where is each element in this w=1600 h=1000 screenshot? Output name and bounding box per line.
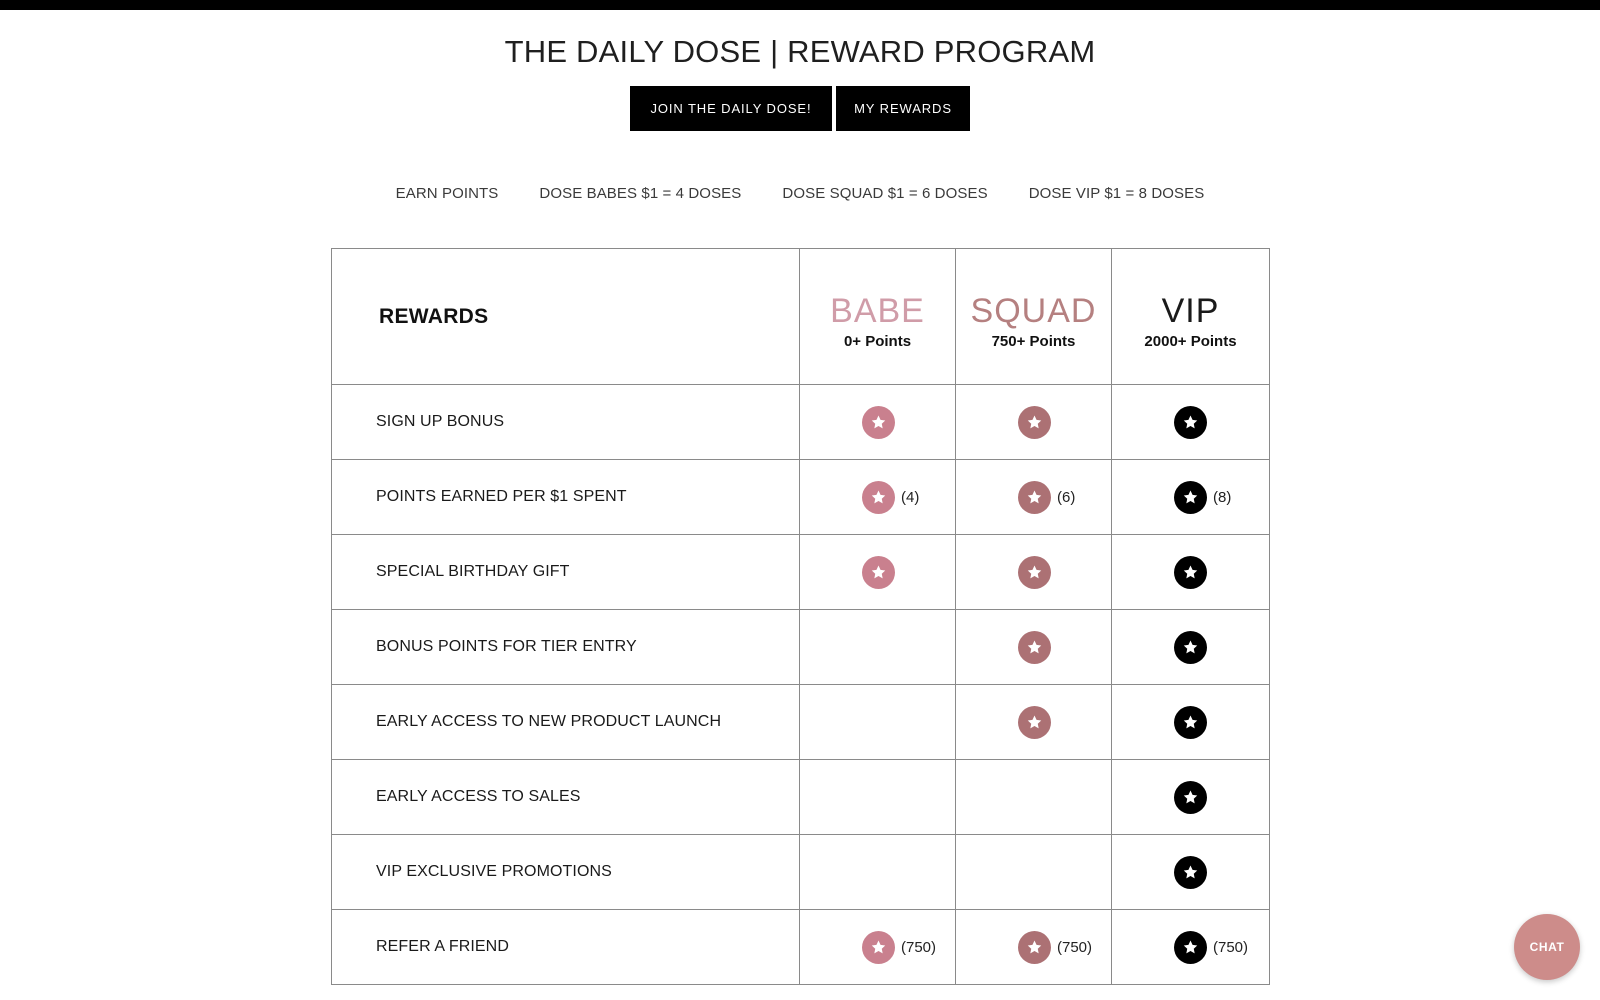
star-icon — [1018, 406, 1051, 439]
star-icon — [1174, 556, 1207, 589]
tier-points: 0+ Points — [843, 333, 912, 350]
tier-name: VIP — [1161, 292, 1220, 330]
star-icon — [862, 556, 895, 589]
tier-nav-dose-squad[interactable]: DOSE SQUAD $1 = 6 DOSES — [782, 185, 988, 202]
table-row — [332, 760, 1270, 835]
reward-label: SIGN UP BONUS — [332, 385, 800, 460]
tier-cell-babe — [800, 385, 956, 460]
tier-cell-vip — [1112, 685, 1270, 760]
tier-mark — [862, 481, 955, 514]
tier-cell-squad — [956, 610, 1112, 685]
tier-cell-squad — [956, 460, 1112, 535]
reward-label: EARLY ACCESS TO SALES — [332, 760, 800, 835]
tier-mark — [1018, 556, 1111, 589]
star-icon — [1174, 856, 1207, 889]
tier-nav — [0, 185, 1600, 202]
tier-cell-squad — [956, 685, 1112, 760]
table-row — [332, 835, 1270, 910]
tier-mark — [862, 931, 955, 964]
tier-header-squad — [956, 249, 1112, 385]
table-row — [332, 685, 1270, 760]
mark-value: (750) — [1213, 938, 1249, 956]
table-row — [332, 460, 1270, 535]
tier-cell-vip — [1112, 910, 1270, 985]
tier-cell-vip — [1112, 835, 1270, 910]
rewards-table — [331, 248, 1270, 985]
tier-mark — [1018, 481, 1111, 514]
table-row — [332, 385, 1270, 460]
tier-mark — [862, 556, 955, 589]
tier-cell-squad — [956, 835, 1112, 910]
tier-mark — [1174, 706, 1269, 739]
tier-mark — [1174, 856, 1269, 889]
tier-cell-babe — [800, 760, 956, 835]
reward-label: REFER A FRIEND — [332, 910, 800, 985]
tier-cell-vip — [1112, 385, 1270, 460]
tier-mark — [1174, 781, 1269, 814]
reward-label: VIP EXCLUSIVE PROMOTIONS — [332, 835, 800, 910]
tier-cell-babe — [800, 835, 956, 910]
star-icon — [1174, 406, 1207, 439]
tier-cell-squad — [956, 385, 1112, 460]
tier-cell-squad — [956, 535, 1112, 610]
reward-label: POINTS EARNED PER $1 SPENT — [332, 460, 800, 535]
my-rewards-button[interactable]: MY REWARDS — [836, 86, 970, 131]
tier-cell-babe — [800, 460, 956, 535]
star-icon — [862, 481, 895, 514]
table-row — [332, 610, 1270, 685]
star-icon — [1174, 631, 1207, 664]
page-title: THE DAILY DOSE | REWARD PROGRAM — [504, 34, 1096, 69]
star-icon — [1018, 481, 1051, 514]
mark-value: (4) — [901, 488, 920, 506]
tier-header-babe — [800, 249, 956, 385]
tier-cell-vip — [1112, 760, 1270, 835]
tier-nav-earn-points[interactable]: EARN POINTS — [395, 185, 499, 202]
reward-label: EARLY ACCESS TO NEW PRODUCT LAUNCH — [332, 685, 800, 760]
table-row — [332, 910, 1270, 985]
star-icon — [1018, 556, 1051, 589]
top-strip — [0, 0, 1600, 10]
tier-cell-squad — [956, 760, 1112, 835]
tier-mark — [1174, 556, 1269, 589]
tier-cell-vip — [1112, 460, 1270, 535]
reward-label: BONUS POINTS FOR TIER ENTRY — [332, 610, 800, 685]
rewards-table-header-row — [332, 249, 1270, 385]
tier-mark — [1174, 406, 1269, 439]
tier-mark — [1018, 706, 1111, 739]
rewards-header-label: REWARDS — [332, 249, 800, 385]
star-icon — [1018, 706, 1051, 739]
tier-mark — [1174, 631, 1269, 664]
tier-points: 2000+ Points — [1144, 333, 1237, 350]
chat-button[interactable]: CHAT — [1514, 914, 1580, 980]
tier-cell-vip — [1112, 610, 1270, 685]
tier-nav-dose-vip[interactable]: DOSE VIP $1 = 8 DOSES — [1028, 185, 1205, 202]
tier-cell-babe — [800, 910, 956, 985]
tier-mark — [862, 406, 955, 439]
tier-name: BABE — [830, 292, 925, 330]
tier-mark — [1018, 406, 1111, 439]
reward-label: SPECIAL BIRTHDAY GIFT — [332, 535, 800, 610]
tier-cell-babe — [800, 610, 956, 685]
star-icon — [1174, 781, 1207, 814]
star-icon — [862, 931, 895, 964]
mark-value: (6) — [1057, 488, 1076, 506]
tier-points: 750+ Points — [991, 333, 1076, 350]
tier-nav-dose-babes[interactable]: DOSE BABES $1 = 4 DOSES — [539, 185, 742, 202]
mark-value: (8) — [1213, 488, 1232, 506]
join-daily-dose-button[interactable]: JOIN THE DAILY DOSE! — [630, 86, 832, 131]
star-icon — [1174, 481, 1207, 514]
tier-cell-squad — [956, 910, 1112, 985]
star-icon — [1018, 931, 1051, 964]
tier-cell-vip — [1112, 535, 1270, 610]
mark-value: (750) — [901, 938, 937, 956]
header-button-row — [0, 86, 1600, 131]
table-row — [332, 535, 1270, 610]
star-icon — [1018, 631, 1051, 664]
tier-cell-babe — [800, 535, 956, 610]
mark-value: (750) — [1057, 938, 1093, 956]
tier-header-vip — [1112, 249, 1270, 385]
star-icon — [1174, 931, 1207, 964]
tier-mark — [1174, 481, 1269, 514]
rewards-table-body — [332, 385, 1270, 985]
star-icon — [862, 406, 895, 439]
tier-name: SQUAD — [970, 292, 1097, 330]
star-icon — [1174, 706, 1207, 739]
tier-mark — [1018, 631, 1111, 664]
tier-mark — [1018, 931, 1111, 964]
tier-cell-babe — [800, 685, 956, 760]
tier-mark — [1174, 931, 1269, 964]
